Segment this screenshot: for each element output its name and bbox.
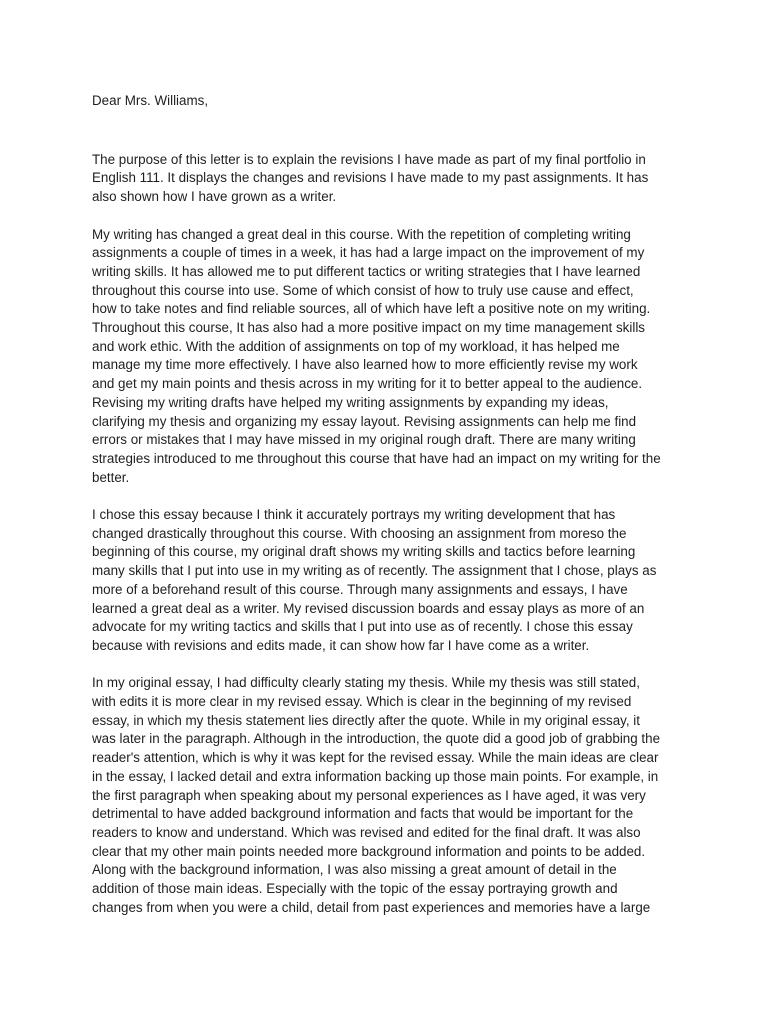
text-line: Throughout this course, It has also had a more positive impact on my time management skills xyxy=(92,320,645,336)
text-line: The purpose of this letter is to explain the revisions I have made as part of my final portfolio in xyxy=(92,151,646,167)
text-line: assignments a couple of times in a week, it has had a large impact on the improvement of my xyxy=(92,245,645,261)
text-line: writing skills. It has allowed me to put different tactics or writing strategies that I have learned xyxy=(92,263,641,279)
paragraph-purpose xyxy=(92,151,692,207)
text-line: readers to know and understand. Which was revised and edited for the final draft. It was also xyxy=(92,824,641,840)
text-line: strategies introduced to me throughout this course that have had an impact on my writing for the xyxy=(92,450,661,466)
text-line: clarifying my thesis and organizing my essay layout. Revising assignments can help me find xyxy=(92,413,637,429)
text-line: changes from when you were a child, detail from past experiences and memories have a large xyxy=(92,899,651,915)
text-line: and get my main points and thesis across in my writing for it to better appeal to the audience. xyxy=(92,376,643,392)
paragraph-writing-change xyxy=(92,226,692,488)
text-line: My writing has changed a great deal in this course. With the repetition of completing writing xyxy=(92,226,631,242)
text-line: Revising my writing drafts have helped my writing assignments by expanding my ideas, xyxy=(92,394,609,410)
salutation: Dear Mrs. Williams, xyxy=(92,93,209,108)
text-line: beginning of this course, my original draft shows my writing skills and tactics before learning xyxy=(92,544,636,560)
text-line: clear that my other main points needed more background information and points to be added. xyxy=(92,843,646,859)
text-line: addition of those main ideas. Especially with the topic of the essay portraying growth and xyxy=(92,881,618,897)
text-line: detrimental to have added background information and facts that would be important for the xyxy=(92,806,634,822)
text-line: and work ethic. With the addition of assignments on top of my workload, it has helped me xyxy=(92,338,620,354)
text-line: more of a beforehand result of this course. Through many assignments and essays, I have xyxy=(92,581,628,597)
text-line: because with revisions and edits made, it can show how far I have come as a writer. xyxy=(92,637,590,653)
text-line: English 111. It displays the changes and revisions I have made to my past assignments. It has xyxy=(92,170,649,186)
text-line: the first paragraph when speaking about my personal experiences as I have aged, it was very xyxy=(92,787,646,803)
paragraph-original-essay xyxy=(92,674,692,917)
text-line: errors or mistakes that I may have missed in my original rough draft. There are many writing xyxy=(92,432,636,448)
text-line: in the essay, I lacked detail and extra information backing up those main points. For example, in xyxy=(92,768,659,784)
text-line: learned a great deal as a writer. My revised discussion boards and essay plays as more of an xyxy=(92,600,645,616)
paragraph-essay-choice xyxy=(92,506,692,656)
text-line: throughout this course into use. Some of which consist of how to truly use cause and effect, xyxy=(92,282,634,298)
text-line: I chose this essay because I think it accurately portrays my writing development that has xyxy=(92,507,616,523)
text-line: In my original essay, I had difficulty clearly stating my thesis. While my thesis was still stated, xyxy=(92,675,640,691)
text-line: how to take notes and find reliable sources, all of which have left a positive note on my writing. xyxy=(92,301,651,317)
text-line: manage my time more effectively. I have also learned how to more efficiently revise my work xyxy=(92,357,638,373)
text-line: also shown how I have grown as a writer. xyxy=(92,189,337,205)
text-line: reader's attention, which is why it was kept for the revised essay. While the main ideas are clear xyxy=(92,750,659,766)
text-line: Along with the background information, I was also missing a great amount of detail in the xyxy=(92,862,617,878)
text-line: essay, in which my thesis statement lies directly after the quote. While in my original essay, it xyxy=(92,712,640,728)
text-line: was later in the paragraph. Although in the introduction, the quote did a good job of grabbing the xyxy=(92,731,661,747)
letter-body xyxy=(92,92,692,936)
text-line: advocate for my writing tactics and skills that I put into use as of recently. I chose this essay xyxy=(92,619,633,635)
text-line: many skills that I put into use in my writing as of recently. The assignment that I chose, plays as xyxy=(92,563,657,579)
text-line: with edits it is more clear in my revised essay. Which is clear in the beginning of my revised xyxy=(92,694,632,710)
text-line: better. xyxy=(92,469,130,485)
text-line: changed drastically throughout this course. With choosing an assignment from moreso the xyxy=(92,525,627,541)
